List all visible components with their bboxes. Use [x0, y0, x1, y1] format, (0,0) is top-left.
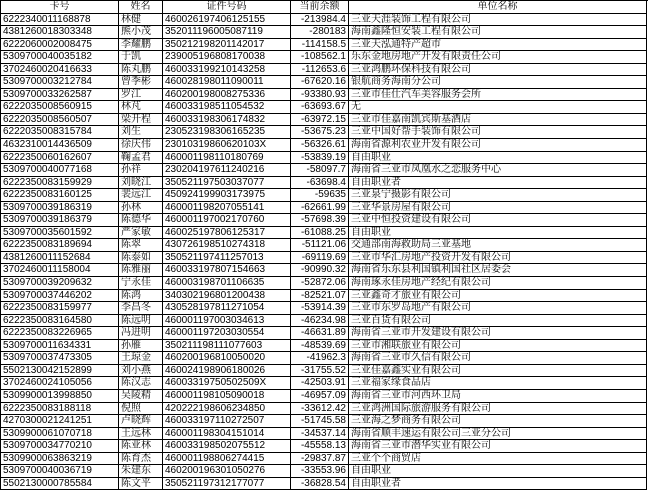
cell-balance: -48539.69: [291, 340, 349, 353]
cell-balance: -31755.52: [291, 365, 349, 378]
cell-id-number: 340302196801200438: [163, 290, 291, 303]
cell-id-number: 420222198606234850: [163, 403, 291, 416]
cell-card-number: 6222350083164580: [1, 315, 119, 328]
table-row: [1, 315, 648, 328]
cell-balance: -42503.91: [291, 377, 349, 390]
cell-id-number: 239005196808170038: [163, 51, 291, 64]
cell-name: 陈文平: [119, 478, 163, 491]
cell-employer: 三亚鑫奇才旅业有限公司: [349, 290, 647, 303]
table-row: [1, 290, 648, 303]
cell-employer: 三亚佳嘉鑫实业有限公司: [349, 365, 647, 378]
cell-employer: 三亚鸿鹏环保科技有限公司: [349, 64, 647, 77]
cell-employer: 交通部南海救助局三亚基地: [349, 239, 647, 252]
cell-employer: 三亚福家缘食品店: [349, 377, 647, 390]
table-row: [1, 302, 648, 315]
cell-card-number: 6222350060162607: [1, 152, 119, 165]
cell-balance: -280183: [291, 26, 349, 39]
cell-employer: 无: [349, 101, 647, 114]
cell-card-number: 4381260018303348: [1, 26, 119, 39]
cell-balance: -46957.09: [291, 390, 349, 403]
header-cell-employer: 单位名称: [349, 1, 647, 14]
table-row: [1, 39, 648, 52]
cell-card-number: 5309900063863219: [1, 453, 119, 466]
cell-card-number: 4381260011152684: [1, 252, 119, 265]
cell-card-number: 5309700037473305: [1, 352, 119, 365]
cell-name: 倪照: [119, 403, 163, 416]
table-row: [1, 139, 648, 152]
cell-employer: 海南省三亚市久信有限公司: [349, 352, 647, 365]
table-row: [1, 51, 648, 64]
cell-employer: 三亚泉宁摄影有限公司: [349, 189, 647, 202]
cell-balance: -112653.6: [291, 64, 349, 77]
cell-balance: -46234.98: [291, 315, 349, 328]
cell-id-number: 46003319750502509X: [163, 377, 291, 390]
cell-id-number: 460033198511054532: [163, 101, 291, 114]
cell-name: 鞠孟君: [119, 152, 163, 165]
cell-name: 刘晓江: [119, 177, 163, 190]
cell-name: 陈泰如: [119, 252, 163, 265]
cell-name: 徐庆伟: [119, 139, 163, 152]
cell-id-number: 350521197503037077: [163, 177, 291, 190]
cell-name: 陈远明: [119, 315, 163, 328]
table-row: [1, 101, 648, 114]
cell-employer: 海南鑫隆恒安装工程有限公司: [349, 26, 647, 39]
table-row: [1, 440, 648, 453]
cell-id-number: 460033198306174832: [163, 114, 291, 127]
cell-card-number: 5309900013998850: [1, 390, 119, 403]
cell-name: 陈育杰: [119, 453, 163, 466]
cell-employer: 自由职业者: [349, 478, 647, 491]
cell-id-number: 350211198111077603: [163, 340, 291, 353]
cell-name: 罗江: [119, 89, 163, 102]
cell-id-number: 460026197406125155: [163, 14, 291, 27]
cell-id-number: 450924199903173975: [163, 189, 291, 202]
cell-balance: -58097.7: [291, 164, 349, 177]
cell-balance: -45558.13: [291, 440, 349, 453]
cell-employer: 自由职业: [349, 152, 647, 165]
cell-id-number: 460200198008275336: [163, 89, 291, 102]
cell-id-number: 460001198304151014: [163, 428, 291, 441]
table-row: [1, 277, 648, 290]
cell-employer: 三亚市华汇房地产投资开发有限公司: [349, 252, 647, 265]
cell-name: 刘小燕: [119, 365, 163, 378]
cell-id-number: 230204197611240216: [163, 164, 291, 177]
cell-employer: 三亚天泓通特产超市: [349, 39, 647, 52]
cell-employer: 三亚海之梦商务有限公司: [349, 415, 647, 428]
cell-card-number: 5309700039209632: [1, 277, 119, 290]
cell-card-number: 5502130042152899: [1, 365, 119, 378]
cell-employer: 三亚百货有限公司: [349, 315, 647, 328]
cell-balance: -67620.16: [291, 76, 349, 89]
cell-employer: 自由职业者: [349, 177, 647, 190]
cell-employer: 三亚中恒投资建设有限公司: [349, 214, 647, 227]
cell-id-number: 460028198011090011: [163, 76, 291, 89]
cell-card-number: 5309700039186319: [1, 202, 119, 215]
cell-employer: 三亚中国好帮手装饰有限公司: [349, 126, 647, 139]
cell-balance: -34537.14: [291, 428, 349, 441]
cell-employer: 三亚华景房屋有限公司: [349, 202, 647, 215]
table-row: [1, 352, 648, 365]
table-row: [1, 76, 648, 89]
table-row: [1, 26, 648, 39]
cell-card-number: 6222350083188118: [1, 403, 119, 416]
cell-id-number: 350521197411257013: [163, 252, 291, 265]
cell-name: 林健: [119, 14, 163, 27]
cell-balance: -108562.1: [291, 51, 349, 64]
cell-card-number: 5309700037446202: [1, 290, 119, 303]
cell-name: 裴远江: [119, 189, 163, 202]
cell-card-number: 3702460020416633: [1, 64, 119, 77]
table-row: [1, 64, 648, 77]
table-row: [1, 114, 648, 127]
cell-employer: 乐东金地房地产开发有限责任公司: [349, 51, 647, 64]
cell-balance: -53839.19: [291, 152, 349, 165]
cell-employer: 三亚个个商贸店: [349, 453, 647, 466]
cell-id-number: 350212198201142017: [163, 39, 291, 52]
cell-name: 陈雅丽: [119, 264, 163, 277]
cell-balance: -82521.07: [291, 290, 349, 303]
cell-name: 梁开程: [119, 114, 163, 127]
table-row: [1, 453, 648, 466]
cell-employer: 海南省三亚市开发建设有限公司: [349, 327, 647, 340]
cell-card-number: 6222350083159977: [1, 302, 119, 315]
cell-id-number: 460001198110180769: [163, 152, 291, 165]
cell-card-number: 5309700040077168: [1, 164, 119, 177]
cell-id-number: 460001197002170760: [163, 214, 291, 227]
table-row: [1, 152, 648, 165]
cell-balance: -59635: [291, 189, 349, 202]
table-row: [1, 14, 648, 27]
cell-balance: -61088.25: [291, 227, 349, 240]
cell-name: 李昌冬: [119, 302, 163, 315]
cell-balance: -52872.06: [291, 277, 349, 290]
cell-name: 孙雁: [119, 340, 163, 353]
cell-id-number: 460001198105090018: [163, 390, 291, 403]
table-row: [1, 478, 648, 491]
table-row: [1, 126, 648, 139]
cell-id-number: 230523198306165235: [163, 126, 291, 139]
cell-card-number: 4270300021241251: [1, 415, 119, 428]
cell-name: 孙林: [119, 202, 163, 215]
cell-balance: -29837.87: [291, 453, 349, 466]
cell-employer: 三亚天涯装饰工程有限公司: [349, 14, 647, 27]
table-row: [1, 390, 648, 403]
cell-card-number: 5502130000785584: [1, 478, 119, 491]
cell-card-number: 5309700039186379: [1, 214, 119, 227]
cell-name: 王琼金: [119, 352, 163, 365]
cell-balance: -51745.58: [291, 415, 349, 428]
cell-employer: 海南省乐东县利国镇利国社区居委会: [349, 264, 647, 277]
table-row: [1, 252, 648, 265]
cell-card-number: 5309700040036719: [1, 465, 119, 478]
cell-name: 于凯: [119, 51, 163, 64]
cell-card-number: 5309700034770210: [1, 440, 119, 453]
cell-card-number: 6222340011168878: [1, 14, 119, 27]
cell-employer: 三亚市佳嘉南凯宾斯基酒店: [349, 114, 647, 127]
cell-id-number: 460001197003034613: [163, 315, 291, 328]
cell-card-number: 6222060002008475: [1, 39, 119, 52]
cell-id-number: 460025197806125317: [163, 227, 291, 240]
header-cell-card-number: 卡号: [1, 1, 119, 14]
cell-name: 朱建东: [119, 465, 163, 478]
cell-name: 王远林: [119, 428, 163, 441]
cell-balance: -63972.15: [291, 114, 349, 127]
cell-card-number: 6222350083226965: [1, 327, 119, 340]
cell-name: 林芃: [119, 101, 163, 114]
cell-name: 吴陵精: [119, 390, 163, 403]
cell-balance: -90990.32: [291, 264, 349, 277]
cell-balance: -56326.61: [291, 139, 349, 152]
table-row: [1, 89, 648, 102]
cell-id-number: 460033198502075512: [163, 440, 291, 453]
cell-id-number: 352011196005087119: [163, 26, 291, 39]
cell-employer: 三亚鸿洲国际旅游服务有限公司: [349, 403, 647, 416]
cell-card-number: 5309700003212784: [1, 76, 119, 89]
cell-id-number: 460003198701106635: [163, 277, 291, 290]
table-row: [1, 264, 648, 277]
cell-balance: -114158.5: [291, 39, 349, 52]
cell-employer: 三亚市东罗岛地产有限公司: [349, 302, 647, 315]
cell-id-number: 460200196810050020: [163, 352, 291, 365]
cell-employer: 自由职业: [349, 227, 647, 240]
cell-id-number: 23010319860620103X: [163, 139, 291, 152]
cell-card-number: 6222035008560915: [1, 101, 119, 114]
cell-employer: 三亚市佳仕汽车美容服务会所: [349, 89, 647, 102]
cell-balance: -62661.99: [291, 202, 349, 215]
cell-name: 宁永佳: [119, 277, 163, 290]
cell-name: 严家敏: [119, 227, 163, 240]
table-row: [1, 327, 648, 340]
cell-balance: -46631.89: [291, 327, 349, 340]
cell-id-number: 350521197312177077: [163, 478, 291, 491]
cell-card-number: 5309700040035182: [1, 51, 119, 64]
cell-name: 孙祥: [119, 164, 163, 177]
cell-card-number: 6222035008560507: [1, 114, 119, 127]
cell-name: 陈丸鹏: [119, 64, 163, 77]
cell-balance: -33553.96: [291, 465, 349, 478]
cell-id-number: 460001197203030554: [163, 327, 291, 340]
table-row: [1, 465, 648, 478]
table-row: [1, 340, 648, 353]
cell-id-number: 430726198510274318: [163, 239, 291, 252]
cell-card-number: 5309700035601592: [1, 227, 119, 240]
cell-card-number: 4632310014436509: [1, 139, 119, 152]
cell-id-number: 460024198906180026: [163, 365, 291, 378]
cell-employer: 银航商务海南分公司: [349, 76, 647, 89]
cell-balance: -53914.39: [291, 302, 349, 315]
table-row: [1, 202, 648, 215]
cell-employer: 海南省三亚市河西环卫局: [349, 390, 647, 403]
cell-employer: 自由职业: [349, 465, 647, 478]
cell-card-number: 6222350083160125: [1, 189, 119, 202]
cell-id-number: 460033197807154663: [163, 264, 291, 277]
cell-id-number: 430528197811271054: [163, 302, 291, 315]
cell-employer: 海南琢永佳房地产经纪有限公司: [349, 277, 647, 290]
header-cell-id-number: 证件号码: [163, 1, 291, 14]
cell-card-number: 5309700011634331: [1, 340, 119, 353]
cell-name: 冯进明: [119, 327, 163, 340]
cell-name: 卢晓辉: [119, 415, 163, 428]
table-row: [1, 239, 648, 252]
cell-employer: 海南省顺丰速运有限公司三亚分公司: [349, 428, 647, 441]
table-row: [1, 227, 648, 240]
table-header-row: [1, 1, 648, 14]
cell-balance: -53675.23: [291, 126, 349, 139]
cell-card-number: 6222035008315784: [1, 126, 119, 139]
cell-employer: 海南省三亚市凤凰水之恋服务中心: [349, 164, 647, 177]
cell-balance: -33612.42: [291, 403, 349, 416]
cell-id-number: 460033199210143258: [163, 64, 291, 77]
cell-card-number: 6222350083189694: [1, 239, 119, 252]
cell-id-number: 460001198207055141: [163, 202, 291, 215]
header-cell-balance: 当前余额: [291, 1, 349, 14]
table-row: [1, 164, 648, 177]
cell-name: 陈鸿: [119, 290, 163, 303]
cell-id-number: 460001198806274415: [163, 453, 291, 466]
cell-employer: 三亚市湘联旅业有限公司: [349, 340, 647, 353]
cell-id-number: 460200196301050276: [163, 465, 291, 478]
cell-name: 李耀鹏: [119, 39, 163, 52]
table-row: [1, 428, 648, 441]
cell-balance: -63693.67: [291, 101, 349, 114]
table-row: [1, 189, 648, 202]
table-row: [1, 403, 648, 416]
cell-balance: -213984.4: [291, 14, 349, 27]
cell-name: 陈德华: [119, 214, 163, 227]
table-row: [1, 365, 648, 378]
cell-name: 曾季彬: [119, 76, 163, 89]
cell-card-number: 3702460024105056: [1, 377, 119, 390]
cell-name: 陈亚林: [119, 440, 163, 453]
cell-balance: -93380.93: [291, 89, 349, 102]
cell-balance: -63698.4: [291, 177, 349, 190]
table-row: [1, 214, 648, 227]
cell-employer: 海南省三亚市潜华实业有限公司: [349, 440, 647, 453]
table-row: [1, 377, 648, 390]
cell-balance: -36828.54: [291, 478, 349, 491]
cell-card-number: 5309900061070718: [1, 428, 119, 441]
cell-employer: 海南省源利农业开发有限公司: [349, 139, 647, 152]
cell-name: 刘生: [119, 126, 163, 139]
table-row: [1, 415, 648, 428]
cell-balance: -51121.06: [291, 239, 349, 252]
cell-balance: -69119.69: [291, 252, 349, 265]
cell-balance: -41962.3: [291, 352, 349, 365]
cell-name: 熊小茂: [119, 26, 163, 39]
cell-card-number: 3702460011158004: [1, 264, 119, 277]
cell-balance: -57698.39: [291, 214, 349, 227]
cell-name: 陈翠: [119, 239, 163, 252]
cell-card-number: 6222350083159929: [1, 177, 119, 190]
cell-name: 陈汉志: [119, 377, 163, 390]
cell-card-number: 5309700033262587: [1, 89, 119, 102]
cell-id-number: 460033197110272507: [163, 415, 291, 428]
table-row: [1, 177, 648, 190]
header-cell-name: 姓名: [119, 1, 163, 14]
